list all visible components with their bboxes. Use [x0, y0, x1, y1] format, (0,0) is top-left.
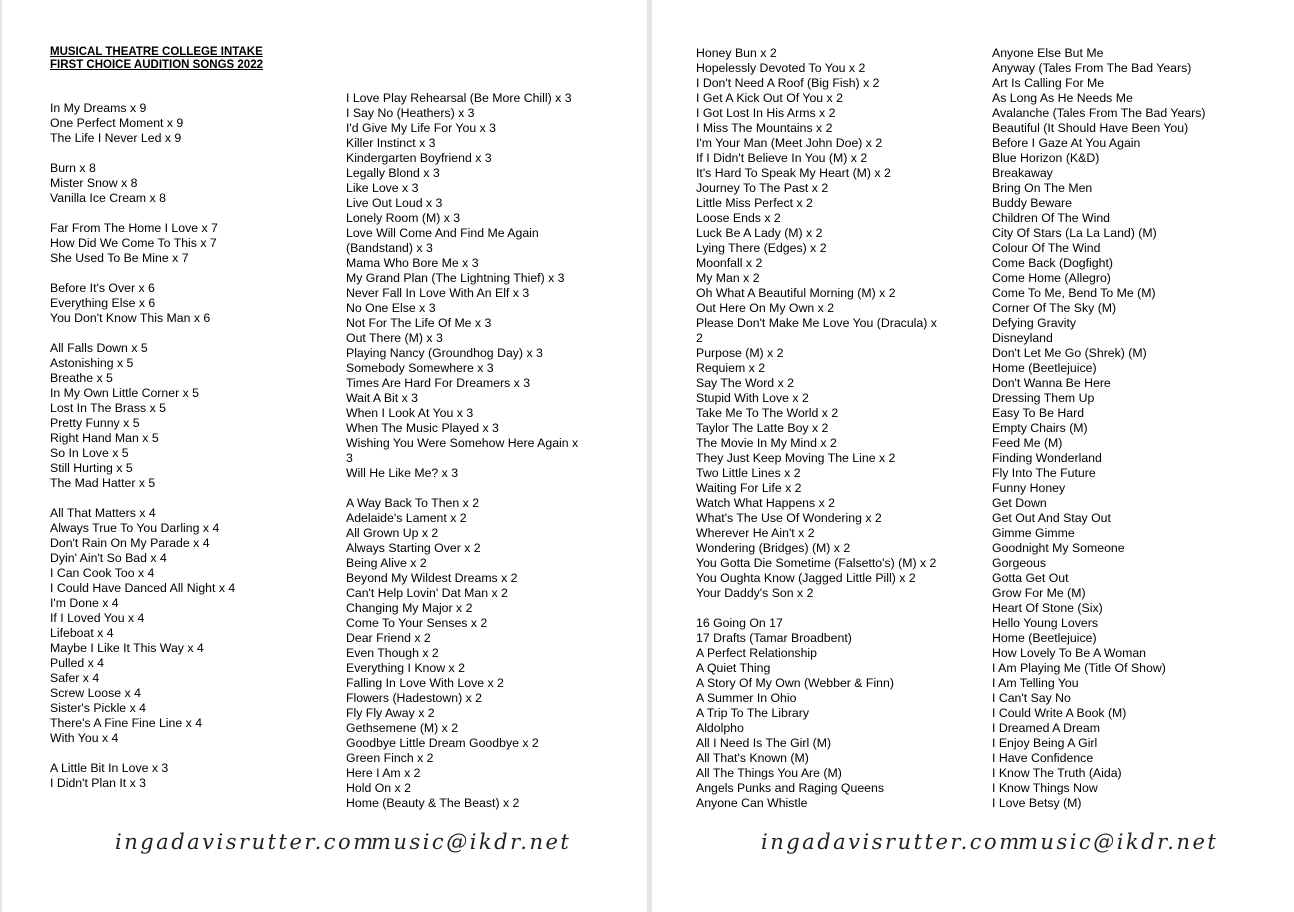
song-entry: You Oughta Know (Jagged Little Pill) x 2 — [696, 571, 916, 585]
footer-email-signature: music@ikdr.net — [1018, 830, 1219, 854]
song-entry: As Long As He Needs Me — [992, 91, 1133, 105]
song-entry: I'm Done x 4 — [50, 596, 119, 610]
song-entry: My Grand Plan (The Lightning Thief) x 3 — [346, 271, 565, 285]
song-entry: Maybe I Like It This Way x 4 — [50, 641, 204, 655]
song-entry: Anyway (Tales From The Bad Years) — [992, 61, 1192, 75]
song-entry: Dear Friend x 2 — [346, 631, 431, 645]
song-entry: 2 — [696, 331, 703, 345]
song-entry: All That Matters x 4 — [50, 506, 156, 520]
song-entry: Aldolpho — [696, 721, 744, 735]
list-spacer — [50, 206, 235, 221]
song-list-column-3 — [696, 46, 937, 811]
song-entry: Fly Fly Away x 2 — [346, 706, 435, 720]
song-entry: Come To Me, Bend To Me (M) — [992, 286, 1156, 300]
list-spacer — [346, 481, 578, 496]
song-list-column-4 — [992, 46, 1206, 811]
song-entry: Like Love x 3 — [346, 181, 419, 195]
song-entry: Defying Gravity — [992, 316, 1077, 330]
song-entry: Please Don't Make Me Love You (Dracula) x — [696, 316, 937, 330]
song-entry: I Get A Kick Out Of You x 2 — [696, 91, 843, 105]
song-entry: Bring On The Men — [992, 181, 1093, 195]
song-entry: Being Alive x 2 — [346, 556, 427, 570]
song-entry: I Can Cook Too x 4 — [50, 566, 155, 580]
song-entry: Gethsemene (M) x 2 — [346, 721, 459, 735]
song-entry: Pretty Funny x 5 — [50, 416, 140, 430]
song-entry: Come Back (Dogfight) — [992, 256, 1113, 270]
song-entry: Get Out And Stay Out — [992, 511, 1111, 525]
song-entry: Screw Loose x 4 — [50, 686, 141, 700]
song-entry: Angels Punks and Raging Queens — [696, 781, 884, 795]
song-entry: When The Music Played x 3 — [346, 421, 499, 435]
song-list-column-2 — [346, 91, 578, 811]
song-entry: Blue Horizon (K&D) — [992, 151, 1100, 165]
song-list-column-1 — [50, 101, 235, 791]
song-entry: Far From The Home I Love x 7 — [50, 221, 218, 235]
song-entry: Flowers (Hadestown) x 2 — [346, 691, 482, 705]
song-entry: Goodbye Little Dream Goodbye x 2 — [346, 736, 539, 750]
song-entry: Wait A Bit x 3 — [346, 391, 418, 405]
song-entry: If I Didn't Believe In You (M) x 2 — [696, 151, 868, 165]
song-entry: Mister Snow x 8 — [50, 176, 138, 190]
song-entry: Don't Let Me Go (Shrek) (M) — [992, 346, 1147, 360]
song-entry: They Just Keep Moving The Line x 2 — [696, 451, 896, 465]
footer-website-signature: ingadavisrutter.com — [761, 830, 1022, 854]
song-entry: When I Look At You x 3 — [346, 406, 474, 420]
list-spacer — [50, 146, 235, 161]
song-entry: Vanilla Ice Cream x 8 — [50, 191, 166, 205]
song-entry: Not For The Life Of Me x 3 — [346, 316, 492, 330]
song-entry: I Could Write A Book (M) — [992, 706, 1127, 720]
song-entry: So In Love x 5 — [50, 446, 129, 460]
song-entry: Somebody Somewhere x 3 — [346, 361, 494, 375]
song-entry: How Did We Come To This x 7 — [50, 236, 217, 250]
song-entry: All Grown Up x 2 — [346, 526, 439, 540]
song-entry: Lost In The Brass x 5 — [50, 401, 166, 415]
list-spacer — [696, 601, 937, 616]
song-entry: Out Here On My Own x 2 — [696, 301, 835, 315]
song-entry: Mama Who Bore Me x 3 — [346, 256, 479, 270]
song-entry: Wondering (Bridges) (M) x 2 — [696, 541, 851, 555]
song-entry: Still Hurting x 5 — [50, 461, 133, 475]
song-entry: A Quiet Thing — [696, 661, 771, 675]
song-entry: Wishing You Were Somehow Here Again x — [346, 436, 579, 450]
song-entry: Home (Beetlejuice) — [992, 361, 1097, 375]
document-heading — [50, 46, 263, 72]
song-entry: With You x 4 — [50, 731, 119, 745]
song-entry: Beautiful (It Should Have Been You) — [992, 121, 1189, 135]
song-entry: How Lovely To Be A Woman — [992, 646, 1147, 660]
song-entry: I Love Betsy (M) — [992, 796, 1082, 810]
song-entry: Home (Beetlejuice) — [992, 631, 1097, 645]
song-entry: Moonfall x 2 — [696, 256, 763, 270]
song-entry: Feed Me (M) — [992, 436, 1063, 450]
song-entry: Hold On x 2 — [346, 781, 411, 795]
song-entry: All Falls Down x 5 — [50, 341, 148, 355]
song-entry: The Life I Never Led x 9 — [50, 131, 182, 145]
song-entry: You Don't Know This Man x 6 — [50, 311, 211, 325]
song-entry: Don't Wanna Be Here — [992, 376, 1111, 390]
song-entry: Home (Beauty & The Beast) x 2 — [346, 796, 520, 810]
song-entry: Oh What A Beautiful Morning (M) x 2 — [696, 286, 896, 300]
song-entry: Right Hand Man x 5 — [50, 431, 159, 445]
song-entry: Everything I Know x 2 — [346, 661, 465, 675]
song-entry: Funny Honey — [992, 481, 1066, 495]
document-page-right — [652, 0, 1294, 912]
song-entry: All I Need Is The Girl (M) — [696, 736, 832, 750]
song-entry: Children Of The Wind — [992, 211, 1111, 225]
song-entry: Safer x 4 — [50, 671, 100, 685]
song-entry: Adelaide's Lament x 2 — [346, 511, 467, 525]
song-entry: Playing Nancy (Groundhog Day) x 3 — [346, 346, 543, 360]
song-entry: Your Daddy's Son x 2 — [696, 586, 814, 600]
song-entry: In My Dreams x 9 — [50, 101, 147, 115]
song-entry: A Trip To The Library — [696, 706, 810, 720]
song-entry: Little Miss Perfect x 2 — [696, 196, 813, 210]
song-entry: Breakaway — [992, 166, 1053, 180]
song-entry: Times Are Hard For Dreamers x 3 — [346, 376, 531, 390]
song-entry: Always Starting Over x 2 — [346, 541, 481, 555]
song-entry: (Bandstand) x 3 — [346, 241, 433, 255]
song-entry: Heart Of Stone (Six) — [992, 601, 1103, 615]
song-entry: Take Me To The World x 2 — [696, 406, 839, 420]
song-entry: Waiting For Life x 2 — [696, 481, 802, 495]
song-entry: Breathe x 5 — [50, 371, 113, 385]
song-entry: A Way Back To Then x 2 — [346, 496, 480, 510]
list-spacer — [50, 266, 235, 281]
song-entry: No One Else x 3 — [346, 301, 436, 315]
song-entry: Journey To The Past x 2 — [696, 181, 829, 195]
song-entry: She Used To Be Mine x 7 — [50, 251, 189, 265]
song-entry: 3 — [346, 451, 353, 465]
footer-website-signature: ingadavisrutter.com — [115, 830, 376, 854]
song-entry: A Story Of My Own (Webber & Finn) — [696, 676, 894, 690]
song-entry: Gotta Get Out — [992, 571, 1069, 585]
song-entry: Stupid With Love x 2 — [696, 391, 809, 405]
song-entry: Loose Ends x 2 — [696, 211, 781, 225]
song-entry: All That's Known (M) — [696, 751, 809, 765]
song-entry: If I Loved You x 4 — [50, 611, 145, 625]
song-entry: Don't Rain On My Parade x 4 — [50, 536, 210, 550]
song-entry: Pulled x 4 — [50, 656, 105, 670]
song-entry: Purpose (M) x 2 — [696, 346, 784, 360]
list-spacer — [50, 326, 235, 341]
song-entry: Requiem x 2 — [696, 361, 766, 375]
song-entry: Killer Instinct x 3 — [346, 136, 436, 150]
song-entry: Avalanche (Tales From The Bad Years) — [992, 106, 1206, 120]
song-entry: Legally Blond x 3 — [346, 166, 440, 180]
song-entry: Anyone Can Whistle — [696, 796, 808, 810]
song-entry: I'd Give My Life For You x 3 — [346, 121, 496, 135]
song-entry: Before I Gaze At You Again — [992, 136, 1141, 150]
song-entry: I'm Your Man (Meet John Doe) x 2 — [696, 136, 883, 150]
song-entry: Honey Bun x 2 — [696, 46, 777, 60]
list-spacer — [50, 491, 235, 506]
song-entry: Love Will Come And Find Me Again — [346, 226, 539, 240]
song-entry: Falling In Love With Love x 2 — [346, 676, 504, 690]
song-entry: A Summer In Ohio — [696, 691, 797, 705]
song-entry: Watch What Happens x 2 — [696, 496, 835, 510]
document-page-left — [2, 0, 647, 912]
song-entry: All The Things You Are (M) — [696, 766, 842, 780]
song-entry: Finding Wonderland — [992, 451, 1102, 465]
song-entry: Sister's Pickle x 4 — [50, 701, 146, 715]
song-entry: Anyone Else But Me — [992, 46, 1104, 60]
song-entry: Fly Into The Future — [992, 466, 1096, 480]
song-entry: Hopelessly Devoted To You x 2 — [696, 61, 866, 75]
list-spacer — [50, 746, 235, 761]
song-entry: Corner Of The Sky (M) — [992, 301, 1117, 315]
song-entry: Here I Am x 2 — [346, 766, 421, 780]
song-entry: I Know Things Now — [992, 781, 1098, 795]
song-entry: 16 Going On 17 — [696, 616, 783, 630]
song-entry: Burn x 8 — [50, 161, 96, 175]
song-entry: Goodnight My Someone — [992, 541, 1125, 555]
song-entry: I Say No (Heathers) x 3 — [346, 106, 475, 120]
song-entry: Lying There (Edges) x 2 — [696, 241, 827, 255]
song-entry: Always True To You Darling x 4 — [50, 521, 220, 535]
song-entry: Come Home (Allegro) — [992, 271, 1111, 285]
song-entry: Gimme Gimme — [992, 526, 1075, 540]
song-entry: Dyin' Ain't So Bad x 4 — [50, 551, 167, 565]
song-entry: One Perfect Moment x 9 — [50, 116, 184, 130]
song-entry: A Little Bit In Love x 3 — [50, 761, 169, 775]
song-entry: Will He Like Me? x 3 — [346, 466, 459, 480]
song-entry: I Dreamed A Dream — [992, 721, 1100, 735]
song-entry: Live Out Loud x 3 — [346, 196, 443, 210]
song-entry: Can't Help Lovin' Dat Man x 2 — [346, 586, 508, 600]
song-entry: A Perfect Relationship — [696, 646, 817, 660]
song-entry: It's Hard To Speak My Heart (M) x 2 — [696, 166, 891, 180]
song-entry: My Man x 2 — [696, 271, 760, 285]
song-entry: Green Finch x 2 — [346, 751, 434, 765]
song-entry: Never Fall In Love With An Elf x 3 — [346, 286, 530, 300]
song-entry: I Enjoy Being A Girl — [992, 736, 1098, 750]
song-entry: There's A Fine Fine Line x 4 — [50, 716, 203, 730]
song-entry: Hello Young Lovers — [992, 616, 1098, 630]
song-entry: Wherever He Ain't x 2 — [696, 526, 815, 540]
song-entry: What's The Use Of Wondering x 2 — [696, 511, 882, 525]
song-entry: Changing My Major x 2 — [346, 601, 473, 615]
song-entry: Lifeboat x 4 — [50, 626, 114, 640]
song-entry: I Could Have Danced All Night x 4 — [50, 581, 236, 595]
song-entry: Grow For Me (M) — [992, 586, 1086, 600]
footer-email-signature: music@ikdr.net — [371, 830, 572, 854]
song-entry: Colour Of The Wind — [992, 241, 1101, 255]
song-entry: I Got Lost In His Arms x 2 — [696, 106, 836, 120]
song-entry: Out There (M) x 3 — [346, 331, 443, 345]
song-entry: Easy To Be Hard — [992, 406, 1085, 420]
song-entry: I Am Telling You — [992, 676, 1079, 690]
song-entry: Dressing Them Up — [992, 391, 1095, 405]
song-entry: Two Little Lines x 2 — [696, 466, 801, 480]
song-entry: Buddy Beware — [992, 196, 1072, 210]
heading-line-1: MUSICAL THEATRE COLLEGE INTAKE — [50, 46, 263, 58]
song-entry: Get Down — [992, 496, 1047, 510]
song-entry: I Can't Say No — [992, 691, 1071, 705]
song-entry: City Of Stars (La La Land) (M) — [992, 226, 1157, 240]
song-entry: Gorgeous — [992, 556, 1047, 570]
song-entry: I Love Play Rehearsal (Be More Chill) x 3 — [346, 91, 572, 105]
song-entry: Say The Word x 2 — [696, 376, 794, 390]
song-entry: I Miss The Mountains x 2 — [696, 121, 833, 135]
song-entry: Beyond My Wildest Dreams x 2 — [346, 571, 518, 585]
song-entry: Luck Be A Lady (M) x 2 — [696, 226, 823, 240]
song-entry: Before It's Over x 6 — [50, 281, 155, 295]
song-entry: Even Though x 2 — [346, 646, 439, 660]
song-entry: I Didn't Plan It x 3 — [50, 776, 146, 790]
heading-line-2: FIRST CHOICE AUDITION SONGS 2022 — [50, 59, 263, 71]
song-entry: You Gotta Die Sometime (Falsetto's) (M) x 2 — [696, 556, 937, 570]
song-entry: Everything Else x 6 — [50, 296, 156, 310]
song-entry: I Am Playing Me (Title Of Show) — [992, 661, 1166, 675]
song-entry: Empty Chairs (M) — [992, 421, 1088, 435]
song-entry: Astonishing x 5 — [50, 356, 134, 370]
song-entry: I Don't Need A Roof (Big Fish) x 2 — [696, 76, 880, 90]
song-entry: I Have Confidence — [992, 751, 1094, 765]
song-entry: 17 Drafts (Tamar Broadbent) — [696, 631, 852, 645]
song-entry: The Mad Hatter x 5 — [50, 476, 156, 490]
song-entry: Kindergarten Boyfriend x 3 — [346, 151, 492, 165]
song-entry: Art Is Calling For Me — [992, 76, 1105, 90]
song-entry: Come To Your Senses x 2 — [346, 616, 488, 630]
song-entry: In My Own Little Corner x 5 — [50, 386, 199, 400]
song-entry: The Movie In My Mind x 2 — [696, 436, 837, 450]
song-entry: Disneyland — [992, 331, 1053, 345]
song-entry: I Know The Truth (Aida) — [992, 766, 1122, 780]
song-entry: Lonely Room (M) x 3 — [346, 211, 461, 225]
song-entry: Taylor The Latte Boy x 2 — [696, 421, 829, 435]
